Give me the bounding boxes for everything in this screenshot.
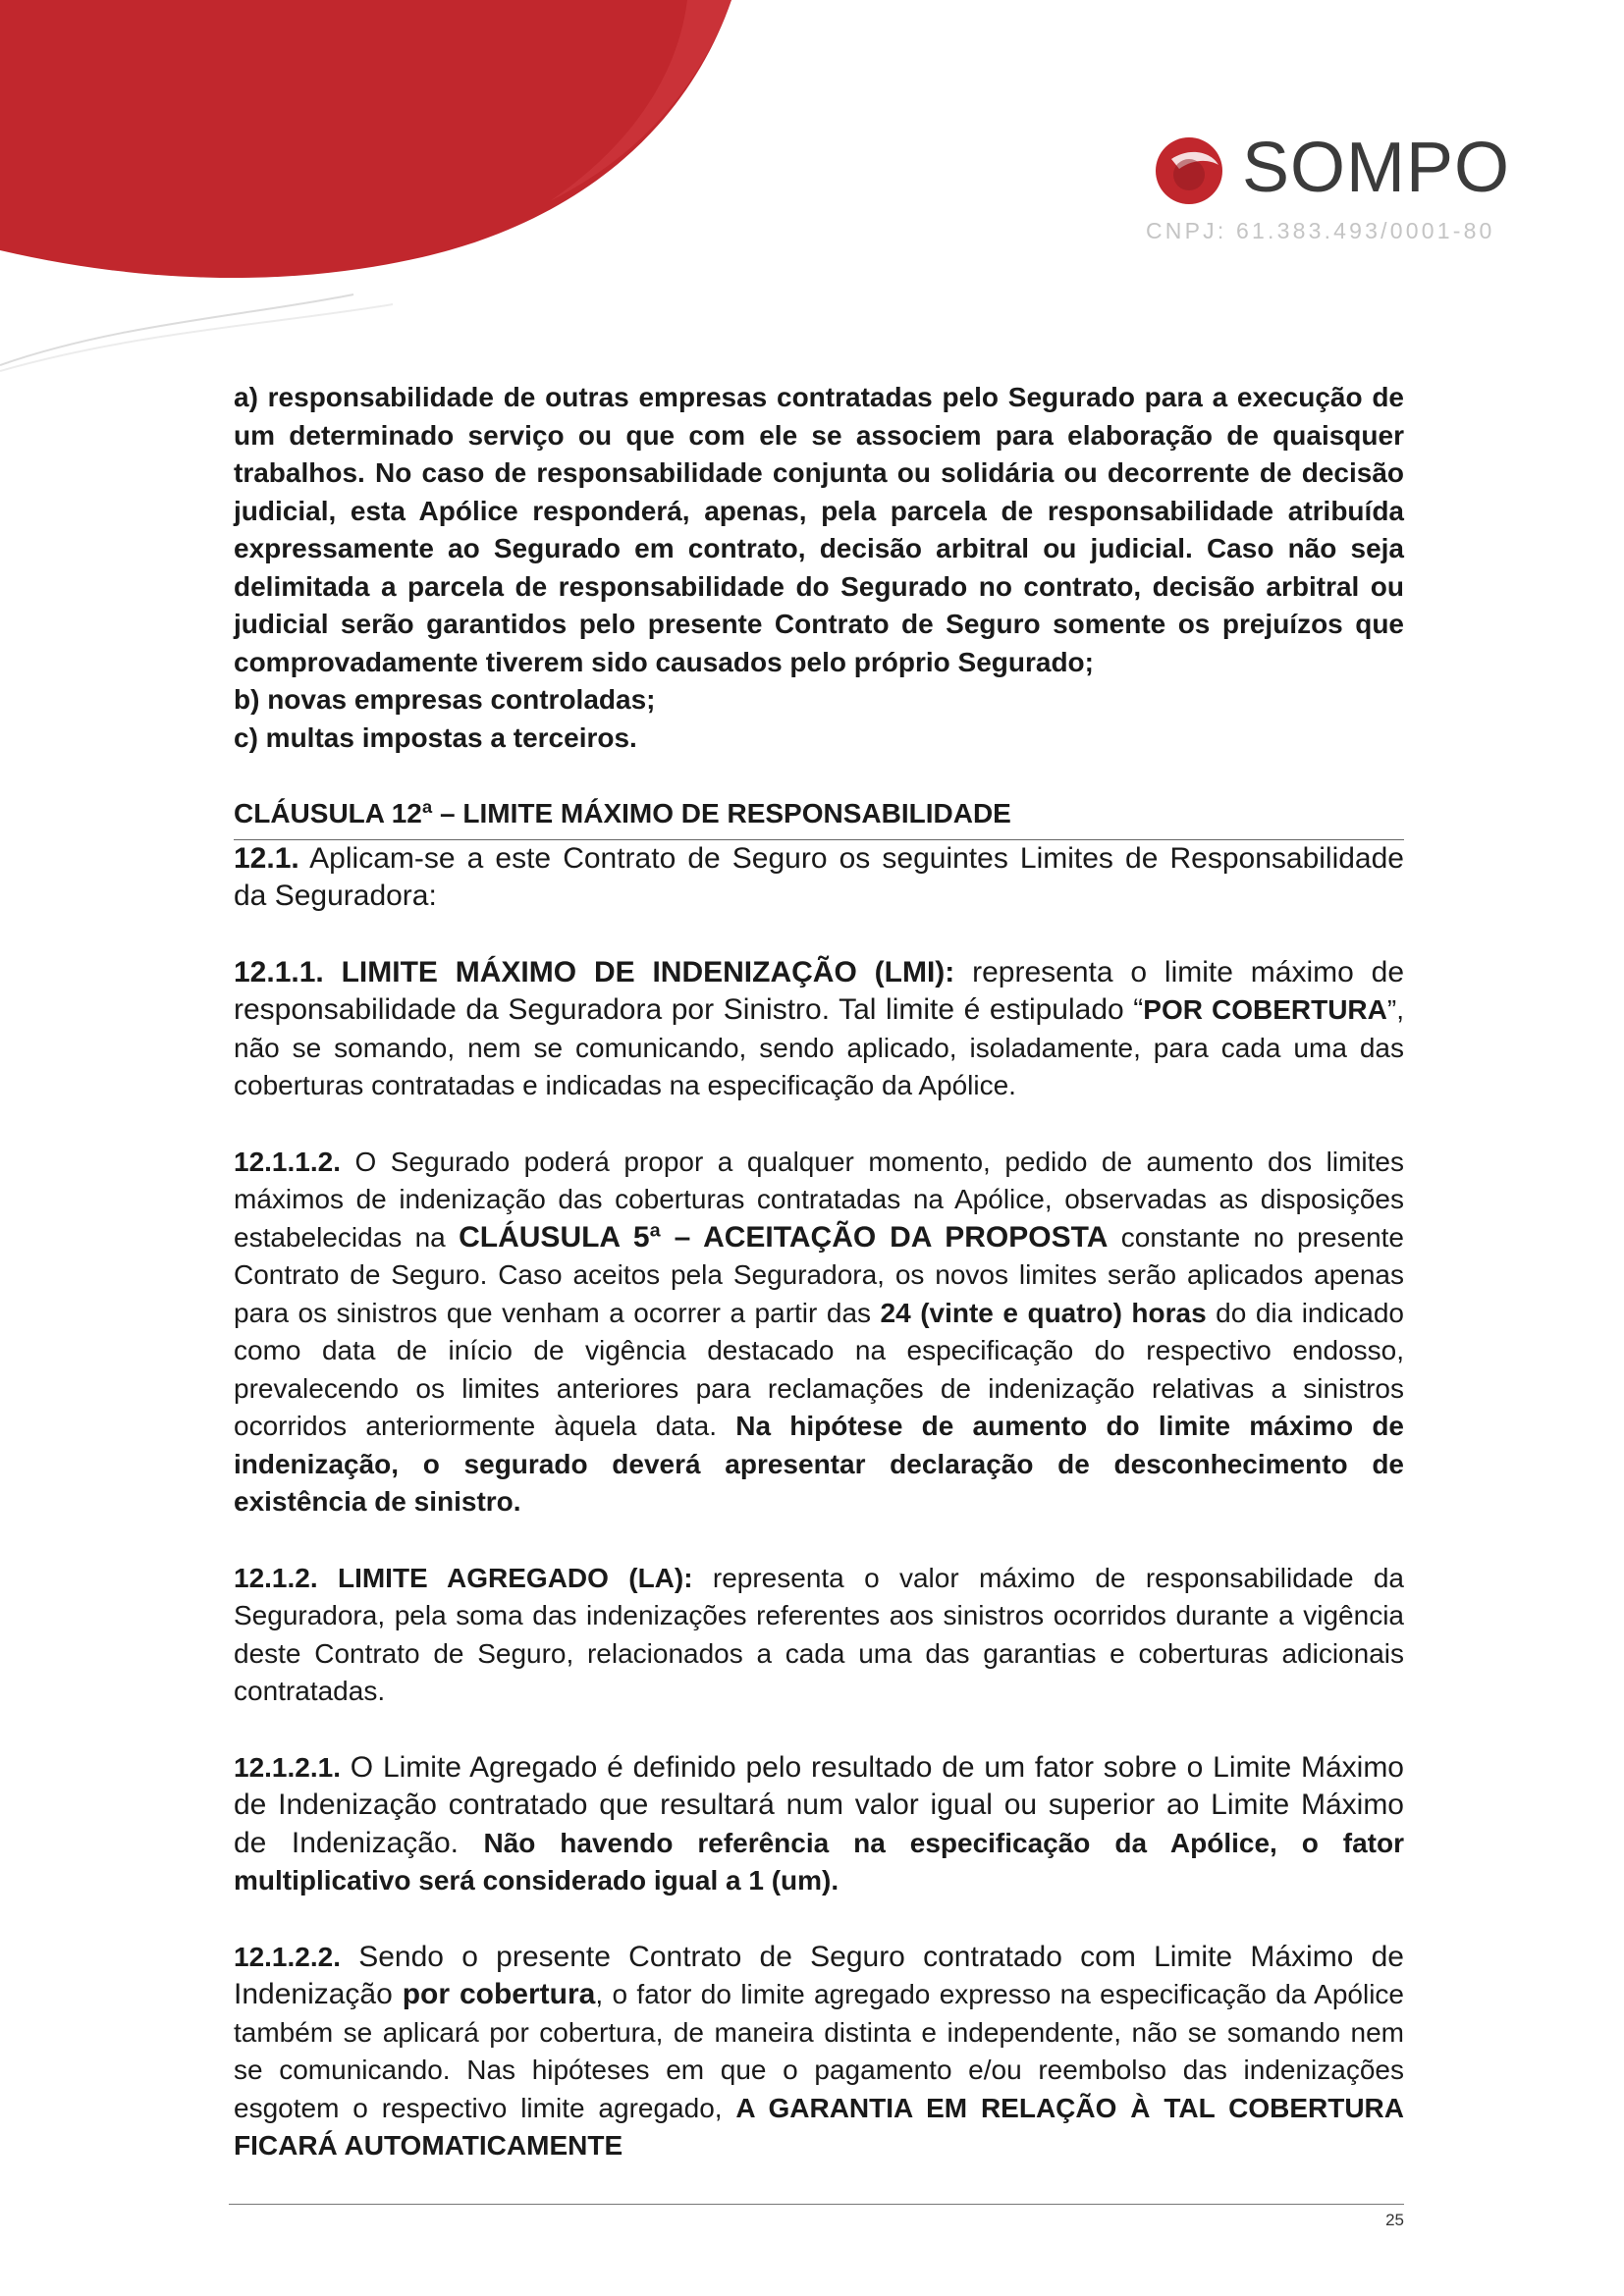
- emphasis: por cobertura: [402, 1978, 596, 2010]
- emphasis: A GARANTIA EM RELAÇÃO À TAL COBERTURA FICARÁ AUTOMATICAMENTE: [234, 2092, 1404, 2161]
- document-body: [234, 379, 1404, 2165]
- section-title: LIMITE AGREGADO (LA):: [317, 1562, 693, 1593]
- emphasis: Na hipótese de aumento do limite máximo de indenização, o segurado deverá apresentar declaração de desconhecimento de existência de sinistro.: [234, 1411, 1405, 1517]
- sompo-logo-icon: [1150, 130, 1228, 208]
- page-number: 25: [1385, 2211, 1404, 2229]
- company-logo: [1144, 120, 1517, 247]
- emphasis: POR COBERTURA: [1143, 994, 1387, 1025]
- clause-12-title: CLÁUSULA 12ª – LIMITE MÁXIMO DE RESPONSABILIDADE: [234, 795, 1404, 840]
- section-text: , o fator do limite agregado expresso na especificação da Apólice também se aplicará por cobertura, de maneira distinta e independente, não se somando nem se comunicando. Nas hipóteses em que o pagamento e/ou reembolso das indenizações esgotem o respectivo limite agregado,: [234, 1979, 1404, 2123]
- section-text: representa o limite máximo de responsabilidade da Seguradora por Sinistro. Tal limite é estipulado “: [234, 955, 1404, 1026]
- cnpj-label: CNPJ: 61.383.493/0001-80: [1146, 218, 1495, 243]
- section-12-1-2: [234, 1560, 1404, 1711]
- section-number: 12.1.2.1.: [234, 1751, 341, 1783]
- section-text: constante no presente Contrato de Seguro. Caso aceitos pela Seguradora, os novos limites serão aplicados apenas para os sinistros que venham a ocorrer a partir das: [234, 1221, 1405, 1328]
- emphasis: CLÁUSULA 5ª – ACEITAÇÃO DA PROPOSTA: [459, 1220, 1109, 1254]
- section-text: O Segurado poderá propor a qualquer momento, pedido de aumento dos limites máximos de indenização das coberturas contratadas na Apólice, observadas as disposições estabelecidas na: [234, 1146, 1404, 1253]
- section-text: ”, não se somando, nem se comunicando, sendo aplicado, isoladamente, para cada uma das coberturas contratadas e indicadas na especificação da Apólice.: [234, 994, 1404, 1100]
- section-number: 12.1.1.: [234, 955, 324, 988]
- section-text: Sendo o presente Contrato de Seguro contratado com Limite Máximo de Indenização: [234, 1940, 1404, 2010]
- section-12-1-1: [234, 954, 1404, 1105]
- exclusion-a: a) responsabilidade de outras empresas contratadas pelo Segurado para a execução de um determinado serviço ou que com ele se associem para elaboração de quaisquer trabalhos. No caso de responsabilidade conjunta ou solidária ou decorrente de decisão judicial, esta Apólice responderá, apenas, pela parcela de responsabilidade atribuída expressamente ao Segurado em contrato, decisão arbitral ou judicial. Caso não seja delimitada a parcela de responsabilidade do Segurado no contrato, decisão arbitral ou judicial serão garantidos pelo presente Contrato de Seguro somente os prejuízos que comprovadamente tiverem sido causados pelo próprio Segurado;: [234, 382, 1404, 677]
- section-text: O Limite Agregado é definido pelo resultado de um fator sobre o Limite Máximo de Indenização contratado que resultará num valor igual ou superior ao Limite Máximo de Indenização.: [234, 1750, 1404, 1859]
- section-text: representa o valor máximo de responsabilidade da Seguradora, pela soma das indenizações referentes aos sinistros ocorridos durante a vigência deste Contrato de Seguro, relacionados a cada uma das garantias e coberturas adicionais contratadas.: [234, 1562, 1405, 1706]
- section-12-1: [234, 840, 1404, 916]
- section-12-1-2-2: [234, 1939, 1404, 2165]
- section-text: Aplicam-se a este Contrato de Seguro os seguintes Limites de Responsabilidade da Seguradora:: [234, 841, 1404, 912]
- section-number: 12.1.2.: [234, 1562, 318, 1593]
- section-number: 12.1.1.2.: [234, 1146, 341, 1177]
- footer-divider: [229, 2204, 1404, 2205]
- section-text: do dia indicado como data de início de vigência destacado na especificação do respectivo endosso, prevalecendo os limites anteriores para reclamações de indenização relativas a sinistros ocorridos anteriormente àquela data.: [234, 1297, 1405, 1441]
- exclusion-c: c) multas impostas a terceiros.: [234, 721, 637, 753]
- section-number: 12.1.: [234, 841, 299, 875]
- section-title: LIMITE MÁXIMO DE INDENIZAÇÃO (LMI):: [323, 955, 955, 988]
- emphasis: 24 (vinte e quatro) horas: [880, 1297, 1207, 1328]
- section-number: 12.1.2.2.: [234, 1941, 341, 1972]
- section-12-1-2-1: [234, 1749, 1404, 1900]
- emphasis: Não havendo referência na especificação da Apólice, o fator multiplicativo será considerado igual a 1 (um).: [234, 1827, 1404, 1896]
- logo-wordmark: SOMPO: [1242, 129, 1511, 207]
- exclusion-b: b) novas empresas controladas;: [234, 684, 656, 715]
- section-12-1-1-2: [234, 1144, 1404, 1522]
